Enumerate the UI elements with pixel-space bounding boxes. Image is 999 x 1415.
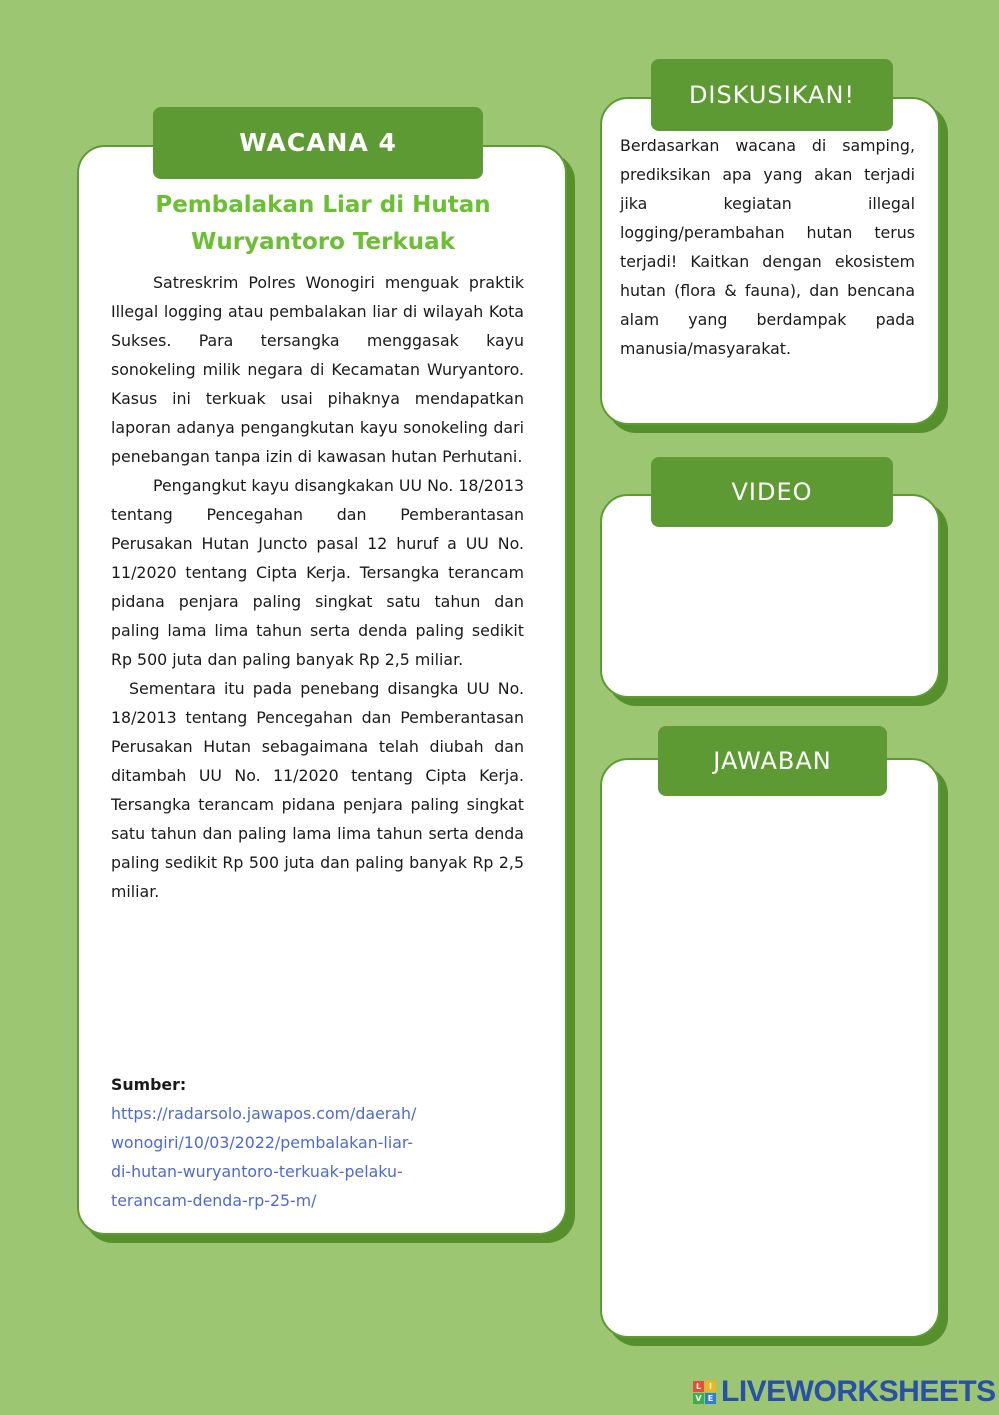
article-tab-label: WACANA 4 (153, 107, 483, 179)
source-label: Sumber: (111, 1075, 187, 1094)
answer-tab-label: JAWABAN (658, 726, 887, 796)
answer-input[interactable] (618, 810, 926, 1324)
liveworksheets-logo-text: LIVEWORKSHEETS (721, 1375, 996, 1408)
liveworksheets-logo-icon: L I V E (693, 1381, 716, 1404)
article-title-line-1: Pembalakan Liar di Hutan (155, 192, 491, 218)
source-link[interactable]: https://radarsolo.jawapos.com/daerah/ wonogiri/10/03/2022/pembalakan-liar- di-hutan-wuryantoro-terkuak-pelaku- terancam-denda-rp-25-m/ (111, 1104, 417, 1210)
article-body (111, 268, 524, 906)
article-title-line-2: Wuryantoro Terkuak (191, 229, 455, 255)
liveworksheets-logo[interactable] (693, 1375, 996, 1409)
article-paragraph-3: Sementara itu pada penebang disangka UU No. 18/2013 tentang Pencegahan dan Pemberantasan Perusakan Hutan sebagaimana telah diubah dan ditambah UU No. 11/2020 tentang Cipta Kerja. Tersangka terancam pidana penjara paling singkat satu tahun dan paling lama lima tahun serta denda paling sedikit Rp 500 juta dan paling banyak Rp 2,5 miliar. (111, 679, 524, 901)
article-title (100, 187, 546, 261)
video-tab-label: VIDEO (651, 457, 893, 527)
article-paragraph-2: Pengangkut kayu disangkakan UU No. 18/2013 tentang Pencegahan dan Pemberantasan Perusakan Hutan Juncto pasal 12 huruf a UU No. 11/2020 tentang Cipta Kerja. Tersangka terancam pidana penjara paling singkat satu tahun dan paling lama lima tahun serta denda paling sedikit Rp 500 juta dan paling banyak Rp 2,5 miliar. (111, 476, 524, 669)
discussion-prompt: Berdasarkan wacana di samping, prediksikan apa yang akan terjadi jika kegiatan illegal logging/perambahan hutan terus terjadi! Kaitkan dengan ekosistem hutan (flora & fauna), dan bencana alam yang berdampak pada manusia/masyarakat. (620, 136, 915, 358)
video-player[interactable] (620, 535, 920, 680)
article-paragraph-1: Satreskrim Polres Wonogiri menguak praktik Illegal logging atau pembalakan liar di wilayah Kota Sukses. Para tersangka menggasak kayu sonokeling milik negara di Kecamatan Wuryantoro. Kasus ini terkuak usai pihaknya mendapatkan laporan adanya pengangkutan kayu sonokeling dari penebangan tanpa izin di kawasan hutan Perhutani. (111, 273, 524, 466)
discussion-tab-label: DISKUSIKAN! (651, 59, 893, 131)
source-block (111, 1070, 531, 1215)
